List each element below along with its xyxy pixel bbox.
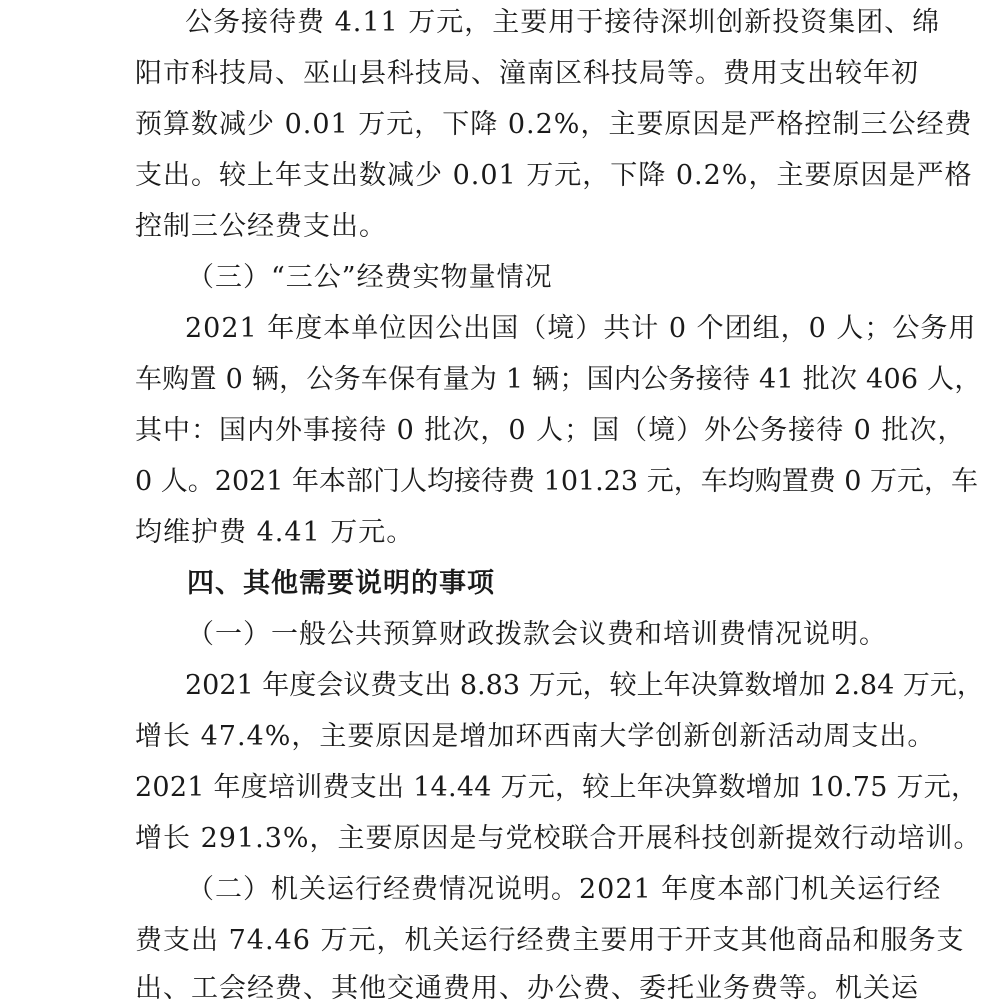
section-heading: 四、其他需要说明的事项 [187,568,495,599]
text-line: 费支出 74.46 万元，机关运行经费主要用于开支其他商品和服务支 [135,925,965,956]
text-line: 出、工会经费、其他交通费用、办公费、委托业务费等。机关运 [135,973,919,1004]
text-line: 预算数减少 0.01 万元，下降 0.2%，主要原因是严格控制三公经费 [135,109,973,140]
text-line: 增长 291.3%，主要原因是与党校联合开展科技创新提效行动培训。 [135,823,982,854]
text-line: 增长 47.4%，主要原因是增加环西南大学创新创新活动周支出。 [135,721,936,752]
text-line: 阳市科技局、巫山县科技局、潼南区科技局等。费用支出较年初 [135,58,919,89]
text-line: 支出。较上年支出数减少 0.01 万元，下降 0.2%，主要原因是严格 [135,160,973,191]
text-line: 2021 年度本单位因公出国（境）共计 0 个团组，0 人；公务用 [185,313,977,344]
text-line: 公务接待费 4.11 万元，主要用于接待深圳创新投资集团、绵 [185,7,941,38]
text-line: 2021 年度培训费支出 14.44 万元，较上年决算数增加 10.75 万元， [135,772,979,803]
section-heading: （三）“三公”经费实物量情况 [187,262,553,293]
text-line: （二）机关运行经费情况说明。2021 年度本部门机关运行经 [187,874,942,905]
text-line: 控制三公经费支出。 [135,211,387,242]
subsection-heading: （一）一般公共预算财政拨款会议费和培训费情况说明。 [187,619,887,650]
text-line: 均维护费 4.41 万元。 [135,517,415,548]
text-line: 2021 年度会议费支出 8.83 万元，较上年决算数增加 2.84 万元， [185,670,984,701]
text-line: 车购置 0 辆，公务车保有量为 1 辆；国内公务接待 41 批次 406 人， [135,364,982,395]
text-line: 0 人。2021 年本部门人均接待费 101.23 元，车均购置费 0 万元，车 [135,466,979,497]
text-line: 其中：国内外事接待 0 批次，0 人；国（境）外公务接待 0 批次， [135,415,966,446]
